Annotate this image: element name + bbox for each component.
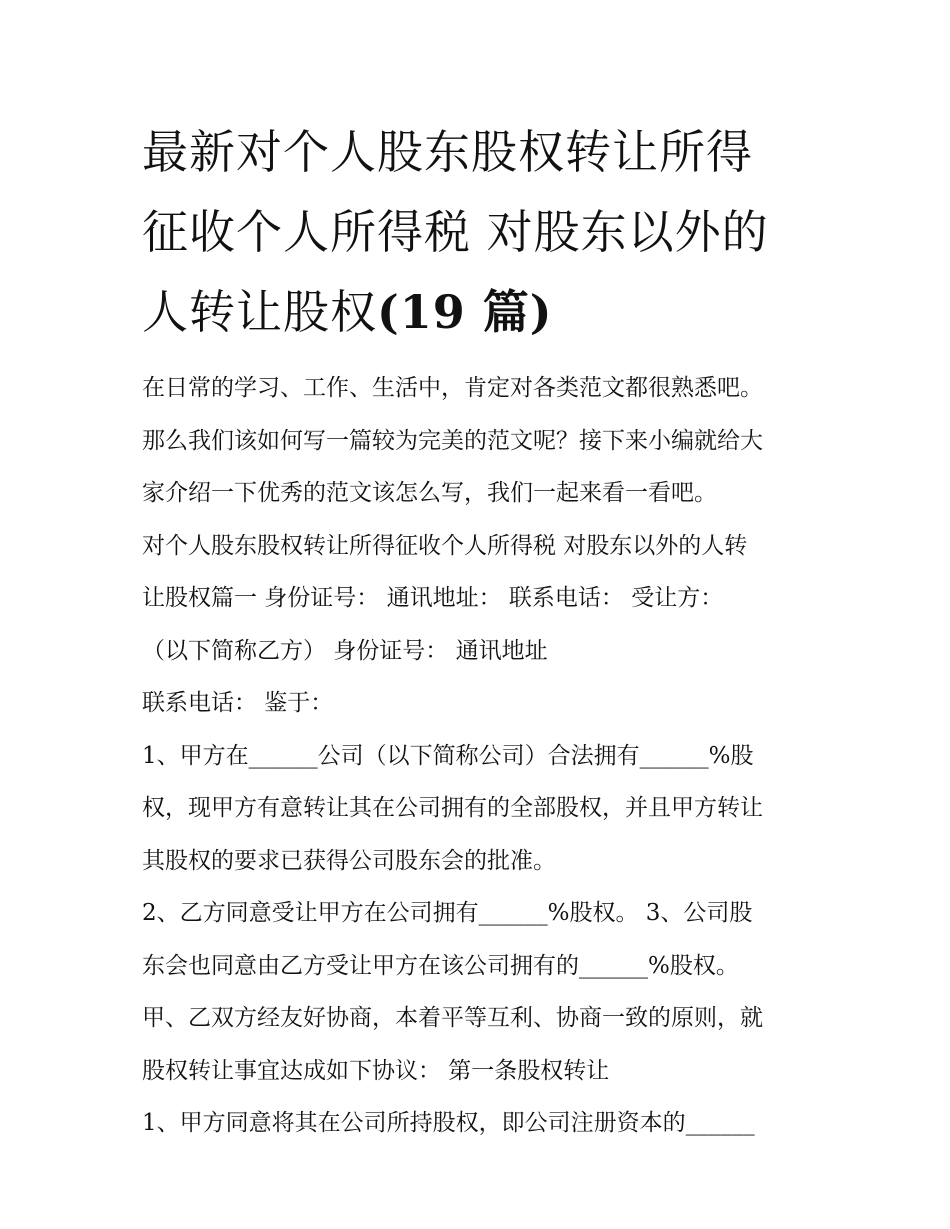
document-body [142,362,822,1150]
body-line: 1、甲方同意将其在公司所持股权，即公司注册资本的______ [142,1110,755,1136]
body-line: 股权转让事宜达成如下协议： 第一条股权转让 [142,1057,610,1084]
title-line-1: 最新对个人股东股权转让所得 [142,125,753,179]
body-line: 对个人股东股权转让所得征收个人所得税 对股东以外的人转 [142,532,748,559]
title-line-3-text: 人转让股权 [142,285,377,339]
body-line: 东会也同意由乙方受让甲方在该公司拥有的______%股权。 [142,952,739,979]
body-line: 家介绍一下优秀的范文该怎么写，我们一起来看一看吧。 [142,480,717,506]
body-line: 那么我们该如何写一篇较为完美的范文呢？接下来小编就给大 [142,427,763,454]
body-line: （以下简称乙方） 身份证号： 通讯地址 [142,637,548,664]
body-line: 2、乙方同意受让甲方在公司拥有______%股权。 3、公司股 [142,900,753,926]
body-line: 甲、乙双方经友好协商，本着平等互利、协商一致的原则，就 [142,1005,763,1031]
title-count: (19 篇) [377,285,553,339]
document-content [142,112,822,1150]
title-line-2: 征收个人所得税 对股东以外的 [142,205,769,259]
body-line: 其股权的要求已获得公司股东会的批准。 [142,847,556,874]
body-line: 在日常的学习、工作、生活中，肯定对各类范文都很熟悉吧。 [142,375,763,401]
body-line: 让股权篇一 身份证号： 通讯地址： 联系电话： 受让方： [142,585,724,611]
body-line: 联系电话： 鉴于： [142,690,334,716]
document-title [142,112,822,352]
title-line-3 [142,272,822,352]
body-line: 权，现甲方有意转让其在公司拥有的全部股权，并且甲方转让 [142,795,763,821]
body-line: 1、甲方在______公司（以下简称公司）合法拥有______%股 [142,742,754,769]
